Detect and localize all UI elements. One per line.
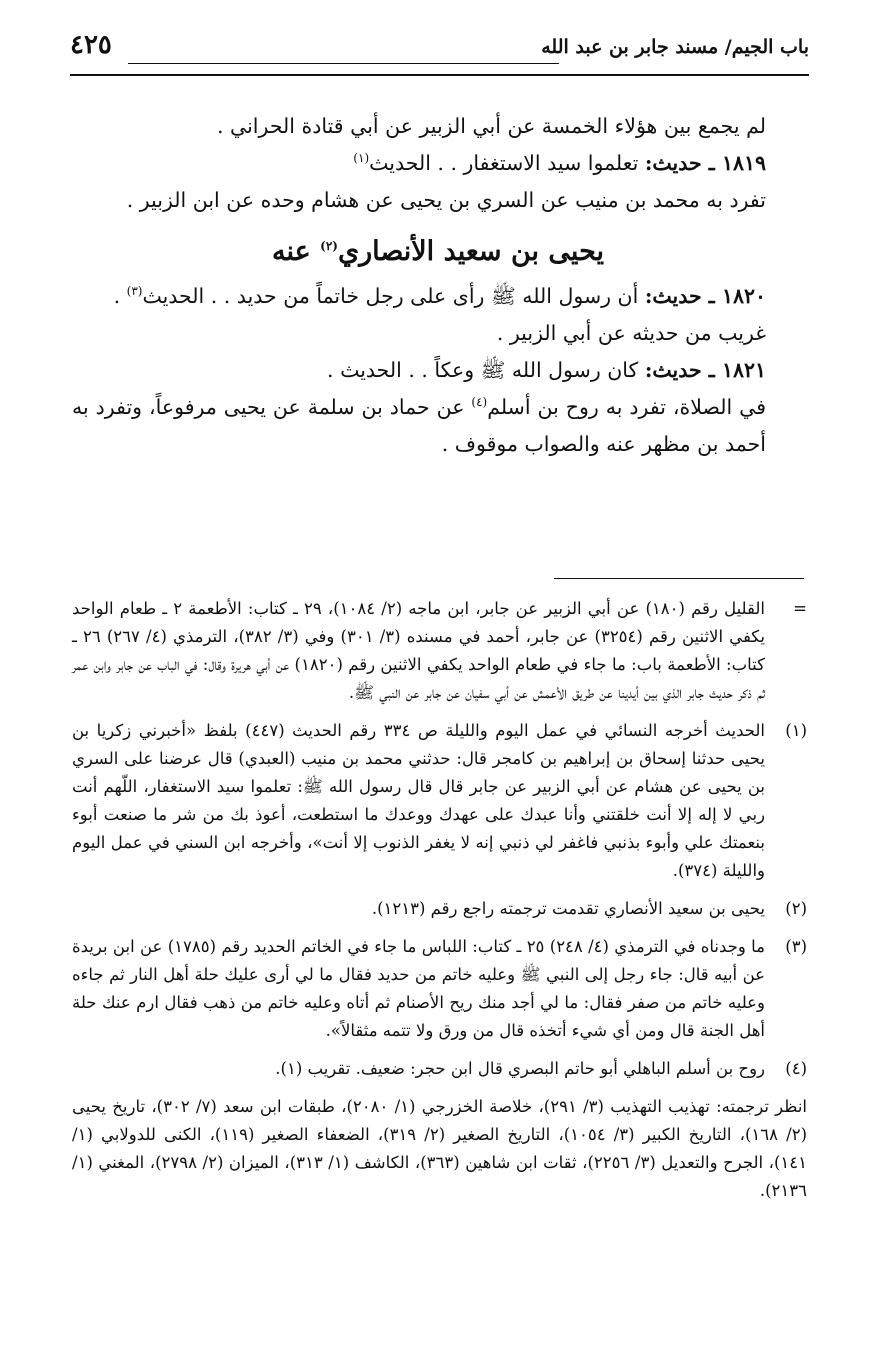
hadith-end: . <box>113 284 127 308</box>
hadith-1821 <box>72 352 804 389</box>
footnotes <box>72 595 807 1205</box>
page-number: ٤٢٥ <box>70 30 112 60</box>
header-thin-rule <box>128 63 559 64</box>
paragraph: تفرد به محمد بن منيب عن السري بن يحيى عن هشام وحده عن ابن الزبير . <box>126 188 766 212</box>
hadith-number: ١٨٢٠ ـ حديث: <box>644 284 766 308</box>
section-heading-text: يحيى بن سعيد الأنصاري <box>337 236 605 267</box>
footnote-separator <box>554 578 804 579</box>
footnote-text: الحديث أخرجه النسائي في عمل اليوم والليلة ص ٣٣٤ رقم الحديث (٤٤٧) بلفظ «أخبرني زكريا بن يحيى حدثنا إسحاق بن إبراهيم بن كامجر قال: حدثني محمد بن منيب (العبدي) قال عرضنا على السري بن يحيى عن هشام عن أبي الزبير عن جابر قال قال رسول الله ﷺ: تعلموا سيد الاستغفار، اللّهم أنت ربي لا إله إلا أنت خلقتني وأنا عبدك على عهدك ووعدك ما استطعت، أعوذ بك من شر ما صنعت أبوء بنعمتك علي وأبوء بذنبي فاغفر لي ذنبي إنه لا يغفر الذنوب إلا أنت»، وأخرجه ابن السني في عمل اليوم والليلة (٣٧٤). <box>72 721 765 880</box>
footnote-4 <box>72 1055 807 1083</box>
paragraph: غريب من حديثه عن أبي الزبير . <box>496 321 766 345</box>
hadith-text: كان رسول الله ﷺ وعكاً . . الحديث . <box>327 358 645 382</box>
hadith-1819 <box>72 145 804 182</box>
footnote-mark: (٣) <box>785 937 807 956</box>
footnote-text: يحيى بن سعيد الأنصاري تقدمت ترجمته راجع رقم (١٢١٣). <box>371 899 765 918</box>
footnote-continuation <box>72 595 807 707</box>
footnote-ref: (٤) <box>471 395 488 410</box>
footnote-references: انظر ترجمته: تهذيب التهذيب (٣/ ٢٩١)، خلاصة الخزرجي (١/ ٢٠٨٠)، طبقات ابن سعد (٧/ ٣٠٢)، تاريخ يحيى (٢/ ١٦٨)، التاريخ الكبير (٣/ ١٠٥٤)، التاريخ الصغير (٢/ ٣١٩)، الضعفاء الصغير (١١٩)، الكنى للدولابي (١/ ١٤١)، الجرح والتعديل (٣/ ٢٢٥٦)، ثقات ابن شاهين (٣٦٣)، الكاشف (١/ ٣١٣)، الميزان (٢/ ٢٧٩٨)، المغني (١/ ٢١٣٦). <box>72 1097 807 1200</box>
page-header <box>70 30 809 76</box>
paragraph: لم يجمع بين هؤلاء الخمسة عن أبي الزبير عن أبي قتادة الحراني . <box>216 114 766 138</box>
footnote-text: روح بن أسلم الباهلي أبو حاتم البصري قال ابن حجر: ضعيف. تقريب (١). <box>275 1059 765 1078</box>
header-rule <box>70 74 809 76</box>
footnote-ref: (١) <box>353 151 370 166</box>
hadith-text: أن رسول الله ﷺ رأى على رجل خاتماً من حديد . . الحديث <box>142 284 645 308</box>
paragraph-text: في الصلاة، تفرد به روح بن أسلم <box>487 395 766 419</box>
footnote-text: ما وجدناه في الترمذي (٤/ ٢٤٨) ٢٥ ـ كتاب: اللباس ما جاء في الخاتم الحديد رقم (١٧٨٥) عن ابن بريدة عن أبيه قال: جاء رجل إلى النبي ﷺ وعليه خاتم من حديد فقال ما لي أرى عليك حلة أهل النار ثم جاءه وعليه خاتم من صفر فقال: ما لي أجد منك ريح الأصنام ثم أتاه وعليه خاتم من ذهب فقال ارم عنك حلة أهل الجنة قال ومن أي شيء أتخذه قال من ورق ولا تتمه مثقالاً». <box>72 937 765 1040</box>
footnote-ref: (٣) <box>126 284 143 299</box>
hadith-1820 <box>72 278 804 315</box>
footnote-2 <box>72 895 807 923</box>
footnote-mark: = <box>793 599 807 618</box>
footnote-mark: (٤) <box>785 1059 807 1078</box>
hadith-number: ١٨٢١ ـ حديث: <box>644 358 766 382</box>
footnote-1 <box>72 717 807 885</box>
hadith-number: ١٨١٩ ـ حديث: <box>644 151 766 175</box>
main-text <box>72 108 804 463</box>
footnote-mark: (١) <box>785 721 807 740</box>
footnote-text: القليل رقم (١٨٠) عن أبي الزبير عن جابر، ابن ماجه (٢/ ١٠٨٤)، ٢٩ ـ كتاب: الأطعمة ٢ ـ طعام الواحد يكفي الاثنين رقم (٣٢٥٤) عن جابر، أحمد في مسنده (٣/ ٣٠١) وفي (٣/ ٣٨٢)، الترمذي (٤/ ٢٦٧) ٢٦ ـ كتاب: الأطعمة باب: ما جاء في طعام الواحد يكفي الاثنين رقم (١٨٢٠) عن أبي هريرة وقال: في الباب عن جابر وابن عمر ثم ذكر حديث جابر الذي بين أيدينا عن طريق الأعمش عن أبي سفيان عن جابر عن النبي ﷺ. <box>72 599 765 702</box>
paragraph <box>72 389 804 463</box>
footnote-ref: (٢) <box>320 239 338 253</box>
section-heading-suffix: عنه <box>271 236 321 267</box>
paragraph-text: عن حماد بن سلمة عن يحيى مرفوعاً، وتفرد به أحمد بن مظهر عنه والصواب موقوف . <box>72 395 766 456</box>
section-heading <box>72 233 804 270</box>
footnote-mark: (٢) <box>785 899 807 918</box>
footnote-3 <box>72 933 807 1045</box>
running-title: باب الجيم/ مسند جابر بن عبد الله <box>541 36 809 58</box>
hadith-text: تعلموا سيد الاستغفار . . الحديث <box>369 151 645 175</box>
